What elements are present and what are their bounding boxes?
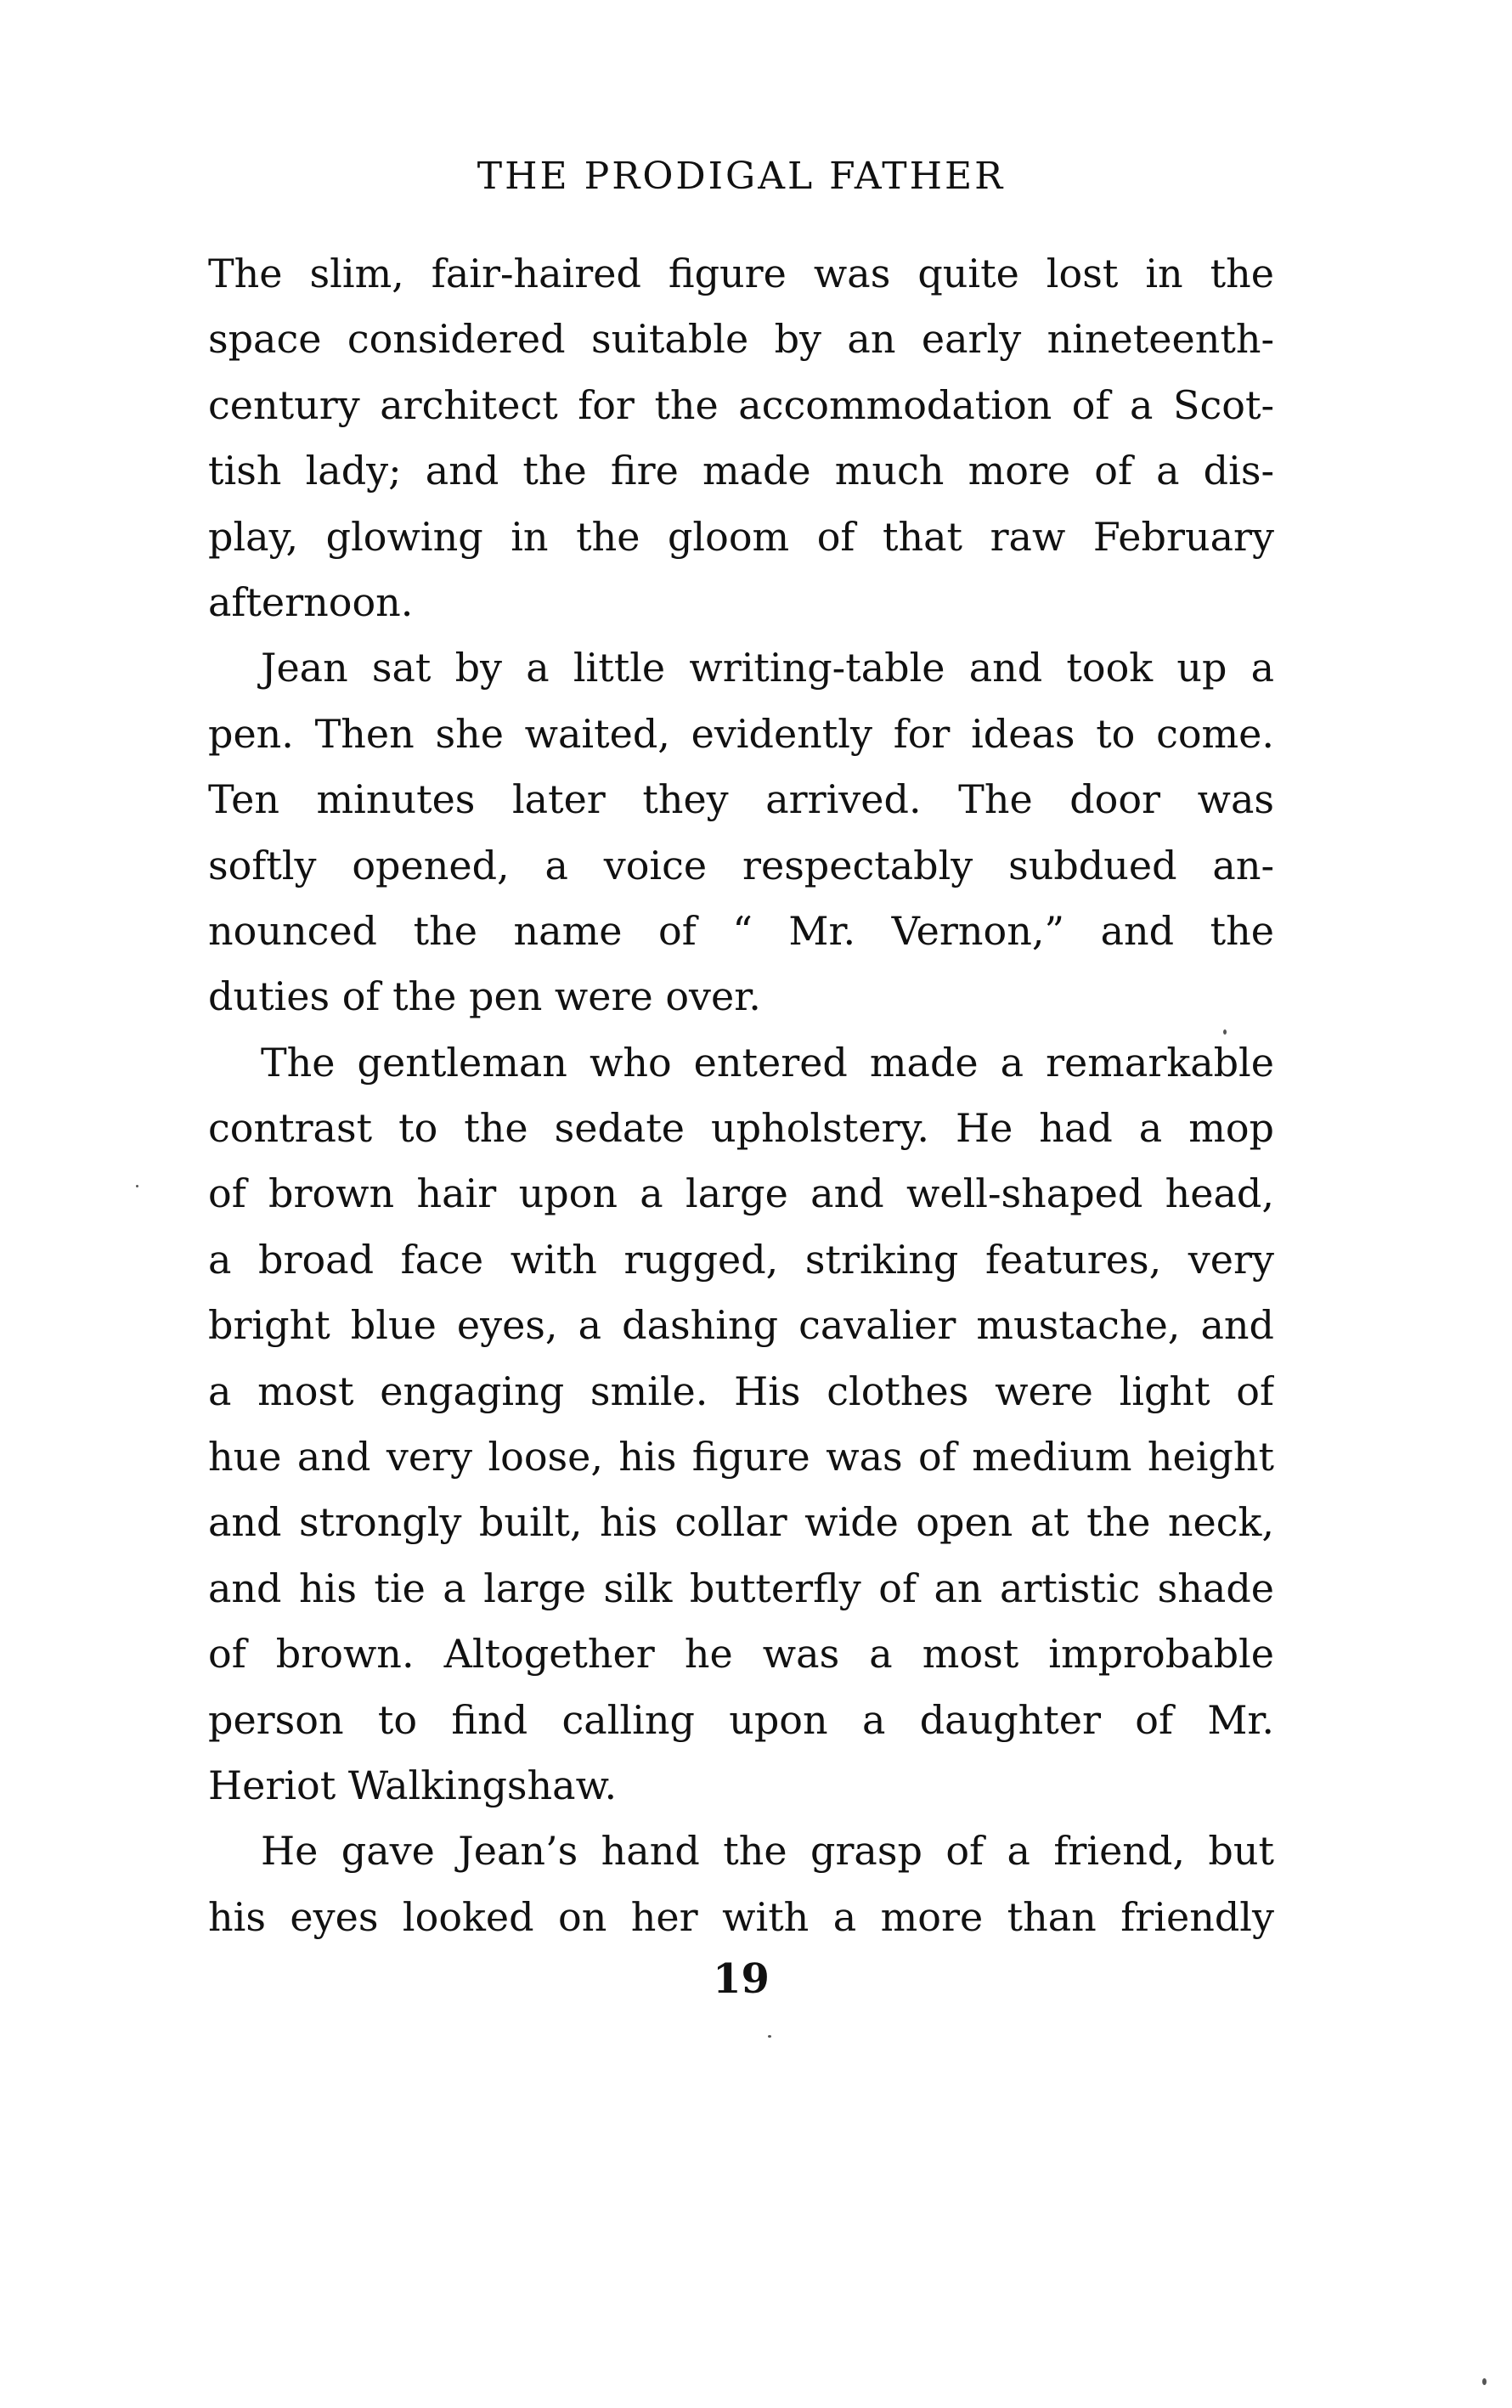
- text-line: nounced the name of “ Mr. Vernon,” and the: [208, 907, 1274, 954]
- text-line: Ten minutes later they arrived. The door was: [208, 776, 1274, 823]
- text-line: tish lady; and the fire made much more of a dis-: [208, 448, 1274, 494]
- text-line: space considered suitable by an early nineteenth-: [208, 316, 1274, 363]
- scan-speck: [136, 1185, 138, 1187]
- text-line: pen. Then she waited, evidently for ideas to come.: [208, 710, 1274, 757]
- text-line: and his tie a large silk butterfly of an artistic shade: [208, 1565, 1274, 1611]
- paragraph: [208, 1030, 1274, 1819]
- text-line: Heriot Walkingshaw.: [208, 1762, 618, 1808]
- paragraph: [208, 1819, 1274, 1950]
- text-line: play, glowing in the gloom of that raw February: [208, 513, 1274, 560]
- text-line: a most engaging smile. His clothes were light of: [208, 1368, 1274, 1414]
- scan-speck: [1223, 1029, 1227, 1035]
- text-line: and strongly built, his collar wide open at the neck,: [208, 1499, 1274, 1546]
- text-line: his eyes looked on her with a more than friendly: [208, 1893, 1274, 1940]
- text-line: contrast to the sedate upholstery. He had a mop: [208, 1105, 1274, 1152]
- paragraph: [208, 241, 1274, 635]
- text-line: Jean sat by a little writing-table and took up a: [261, 645, 1274, 691]
- text-line: softly opened, a voice respectably subdued an-: [208, 842, 1274, 888]
- text-line: afternoon.: [208, 578, 414, 625]
- text-line: person to find calling upon a daughter of Mr.: [208, 1696, 1274, 1743]
- text-line: The gentleman who entered made a remarkable: [261, 1039, 1274, 1086]
- text-line: He gave Jean’s hand the grasp of a friend, but: [261, 1828, 1274, 1875]
- text-line: of brown hair upon a large and well-shaped head,: [208, 1170, 1274, 1217]
- text-line: a broad face with rugged, striking features, very: [208, 1236, 1274, 1283]
- text-line: duties of the pen were over.: [208, 973, 761, 1020]
- body-text: [208, 241, 1274, 1950]
- scan-speck: [768, 2035, 771, 2038]
- page-number: 19: [713, 1955, 770, 2003]
- text-line: bright blue eyes, a dashing cavalier mustache, and: [208, 1302, 1274, 1349]
- text-line: The slim, fair-haired figure was quite lost in the: [208, 251, 1274, 296]
- text-line: of brown. Altogether he was a most improbable: [208, 1631, 1274, 1678]
- scan-speck: [1482, 2378, 1487, 2385]
- running-head: THE PRODIGAL FATHER: [477, 155, 1006, 198]
- paragraph: [208, 635, 1274, 1029]
- text-line: hue and very loose, his figure was of medium height: [208, 1434, 1274, 1480]
- text-line: century architect for the accommodation of a Scot-: [208, 381, 1274, 428]
